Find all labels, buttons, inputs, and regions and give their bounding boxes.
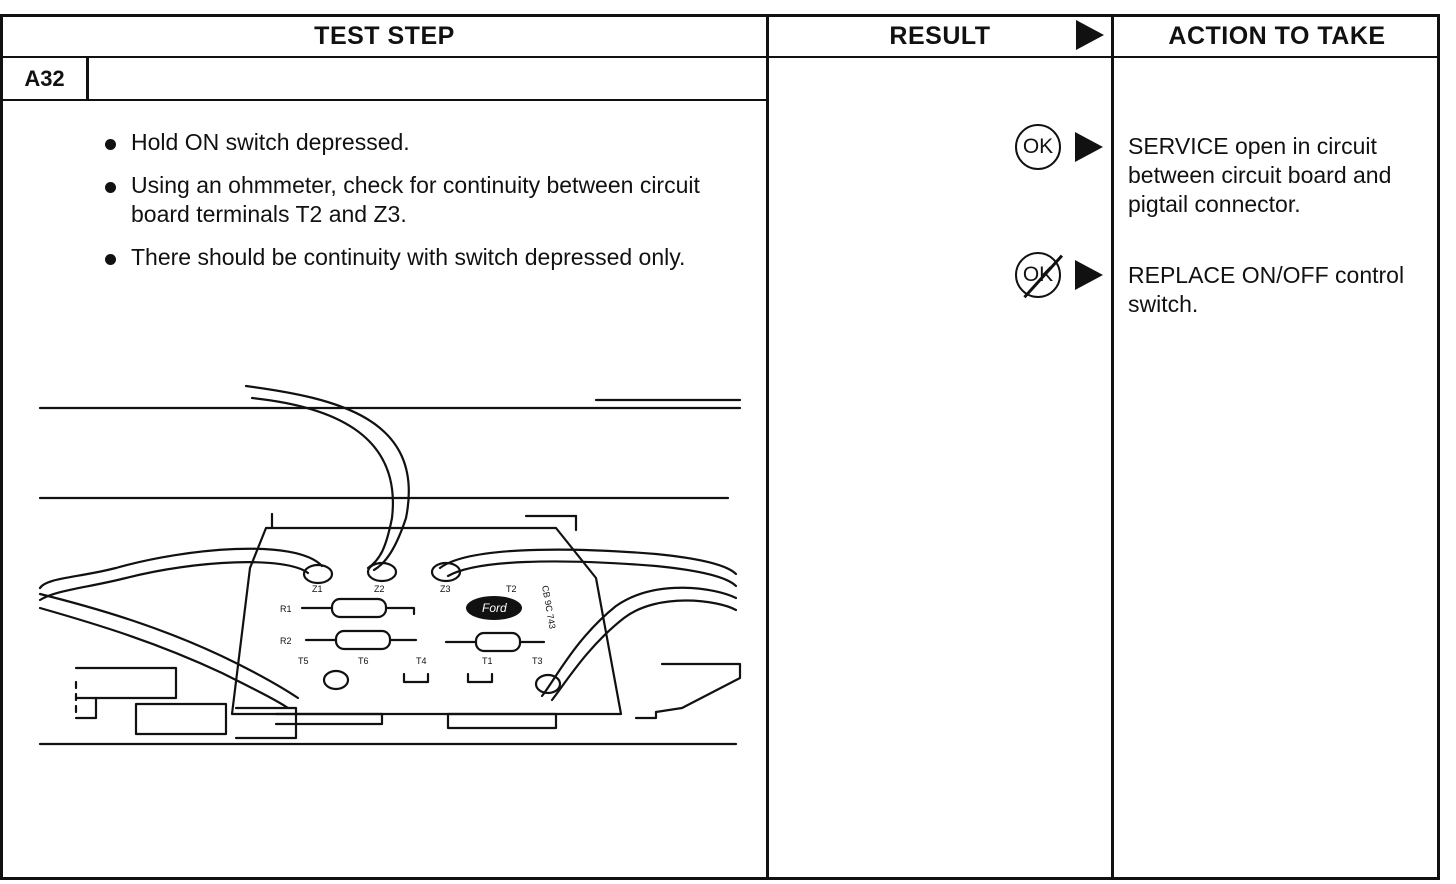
label-z2: Z2 [374,584,385,594]
action-replace-text: REPLACE ON/OFF control switch. [1128,262,1405,317]
instruction-item: Using an ohmmeter, check for continuity between circuit board terminals T2 and Z3. [100,171,740,229]
label-z1: Z1 [312,584,323,594]
header-test-step: TEST STEP [314,21,455,50]
step-row-divider [0,99,769,101]
result-not-ok-row [1015,252,1103,298]
arrow-right-icon [1075,260,1103,290]
circuit-board-illustration [36,378,744,750]
instruction-item: Hold ON switch depressed. [100,128,740,157]
label-r1: R1 [280,604,292,614]
column-divider-result [766,14,769,880]
header-action: ACTION TO TAKE [1168,21,1386,50]
label-t2: T2 [506,584,517,594]
label-t5: T5 [298,656,309,666]
header-result: RESULT [889,21,991,50]
label-t6: T6 [358,656,369,666]
step-id: A32 [3,58,89,99]
result-ok-row [1015,124,1103,170]
label-t1: T1 [482,656,493,666]
label-t3: T3 [532,656,543,666]
ok-symbol-icon: OK [1015,124,1061,170]
not-ok-symbol-icon: OK [1015,252,1061,298]
instruction-list [100,128,740,286]
header-result-arrow-icon [1076,20,1104,50]
column-divider-action [1111,14,1114,880]
label-t4: T4 [416,656,427,666]
arrow-right-icon [1075,132,1103,162]
label-z3: Z3 [440,584,451,594]
label-board-code: CB 9C 743 [540,584,558,630]
ford-logo-text: Ford [482,601,507,615]
instruction-item: There should be continuity with switch depressed only. [100,243,740,272]
label-r2: R2 [280,636,292,646]
action-service-text: SERVICE open in circuit between circuit board and pigtail connector. [1128,133,1392,217]
